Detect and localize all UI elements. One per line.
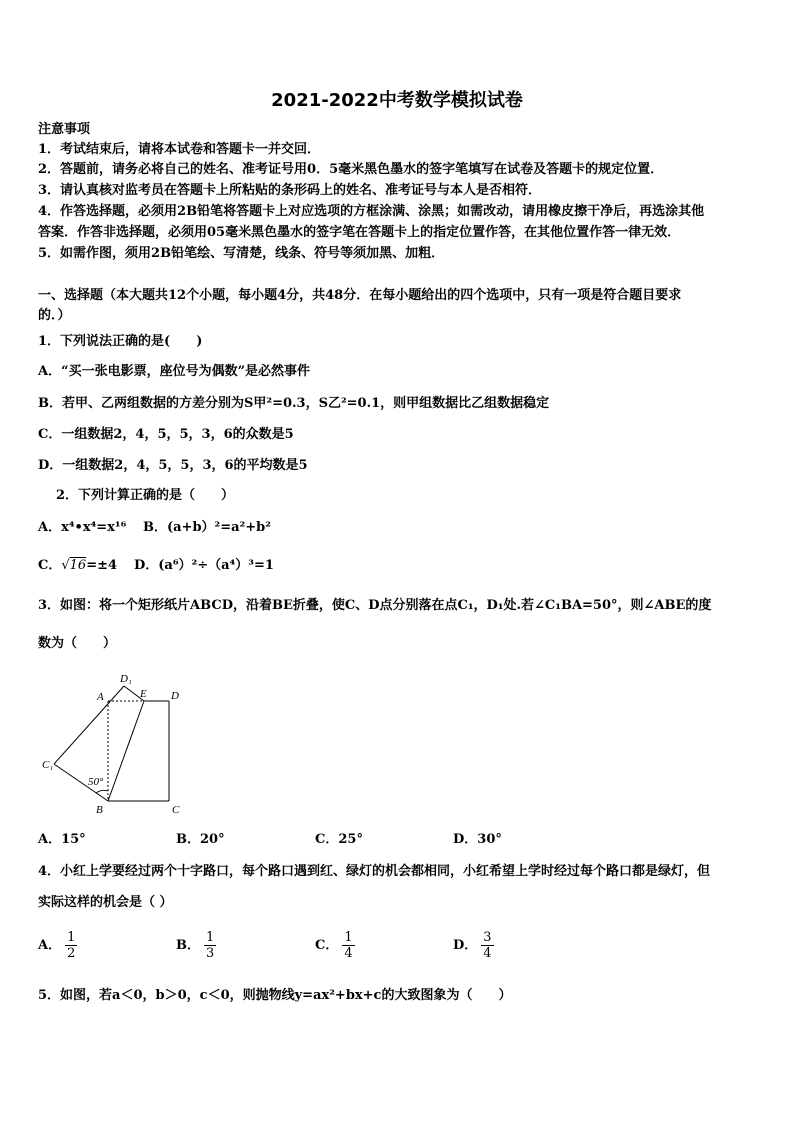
q3-stem-cont: 数为（ ） [38, 636, 117, 651]
section-heading: 一、选择题（本大题共12个小题，每小题4分，共48分．在每小题给出的四个选项中，只有一项是符合题目要求 [38, 288, 682, 303]
numerator: 1 [67, 930, 76, 945]
notice-item: 5．如需作图，须用2B铅笔绘、写清楚，线条、符号等须加黑、加粗． [38, 246, 445, 261]
fraction [481, 930, 493, 961]
q3-option-d: D．30° [453, 832, 502, 847]
q2-option-c-suffix: =±4 [86, 558, 118, 573]
q1-stem: 1．下列说法正确的是( ) [38, 334, 203, 349]
numerator: 1 [344, 930, 353, 945]
label-c: C [172, 804, 180, 816]
segment-c1d1 [54, 686, 124, 764]
denominator: 2 [67, 946, 76, 961]
q2-option-c [38, 556, 117, 576]
page-title: 2021-2022中考数学模拟试卷 [271, 90, 523, 111]
q3-option-c: C．25° [315, 832, 363, 847]
numerator: 3 [483, 930, 492, 945]
sqrt-symbol: √16 [61, 558, 87, 573]
q2-option-a: A．x⁴•x⁴=x¹⁶ [38, 520, 127, 535]
label-e: E [140, 688, 147, 700]
notice-item: 1．考试结束后，请将本试卷和答题卡一并交回． [38, 142, 321, 157]
q4-option-b [176, 930, 216, 961]
notice-item: 4．作答选择题，必须用2B铅笔将答题卡上对应选项的方框涂满、涂黑；如需改动，请用橡皮擦干净后，再选涂其他 [38, 204, 705, 219]
label-b: B [96, 804, 103, 816]
fraction [204, 930, 216, 961]
crease-be [108, 701, 144, 801]
q3-geometry-figure [36, 668, 196, 818]
q4-option-b-label: B． [176, 938, 200, 953]
notice-item: 3．请认真核对监考员在答题卡上所粘贴的条形码上的姓名、准考证号与本人是否相符． [38, 183, 542, 198]
label-angle: 50° [88, 776, 104, 788]
q4-option-d-label: D． [453, 938, 478, 953]
q1-option-a: A．“买一张电影票，座位号为偶数”是必然事件 [38, 364, 311, 379]
q4-option-c [315, 930, 355, 961]
label-c1: C₁ [42, 759, 54, 771]
q2-option-c-radicand: 16 [69, 558, 87, 573]
label-a: A [97, 691, 104, 703]
q5-stem: 5．如图，若a＜0，b＞0，c＜0，则抛物线y=ax²+bx+c的大致图象为（ ） [38, 988, 512, 1003]
notice-item: 2．答题前，请务必将自己的姓名、准考证号用0．5毫米黑色墨水的签字笔填写在试卷及答题卡的规定位置． [38, 162, 664, 177]
q4-option-a-label: A． [38, 938, 62, 953]
q4-stem: 4．小红上学要经过两个十字路口，每个路口遇到红、绿灯的机会都相同，小红希望上学时经过每个路口都是绿灯，但 [38, 864, 711, 879]
denominator: 4 [344, 946, 353, 961]
fraction [342, 930, 354, 961]
q3-option-b: B．20° [176, 832, 225, 847]
q1-option-d: D．一组数据2，4，5，5，3，6的平均数是5 [38, 458, 308, 473]
numerator: 1 [206, 930, 215, 945]
label-d: D [171, 690, 179, 702]
q2-option-d: D．(a⁶）²÷（a⁴）³=1 [134, 558, 274, 573]
q4-option-a [38, 930, 77, 961]
angle-arc [96, 790, 108, 793]
q3-stem: 3．如图：将一个矩形纸片ABCD，沿着BE折叠，使C、D点分别落在点C₁，D₁处.若∠C₁BA=50°，则∠ABE的度 [38, 598, 712, 613]
section-heading-cont: 的．） [38, 308, 71, 323]
q1-option-b: B．若甲、乙两组数据的方差分别为S甲²=0.3，S乙²=0.1，则甲组数据比乙组数据稳定 [38, 396, 550, 411]
q1-option-c: C．一组数据2，4，5，5，3，6的众数是5 [38, 427, 294, 442]
q2-option-c-label: C． [38, 558, 62, 573]
fraction [65, 930, 77, 961]
q4-stem-cont: 实际这样的机会是（ ） [38, 895, 173, 910]
label-d1: D₁ [120, 673, 132, 685]
q4-option-d [453, 930, 494, 961]
notice-item: 答案．作答非选择题，必须用05毫米黑色墨水的签字笔在答题卡上的指定位置作答，在其他位置作答一律无效． [38, 225, 681, 240]
denominator: 3 [206, 946, 215, 961]
q4-option-c-label: C． [315, 938, 339, 953]
notice-heading: 注意事项 [38, 122, 91, 137]
q2-option-b: B．(a+b）²=a²+b² [143, 520, 271, 535]
q2-stem: 2．下列计算正确的是（ ） [56, 488, 235, 503]
q3-option-a: A．15° [38, 832, 86, 847]
denominator: 4 [483, 946, 492, 961]
